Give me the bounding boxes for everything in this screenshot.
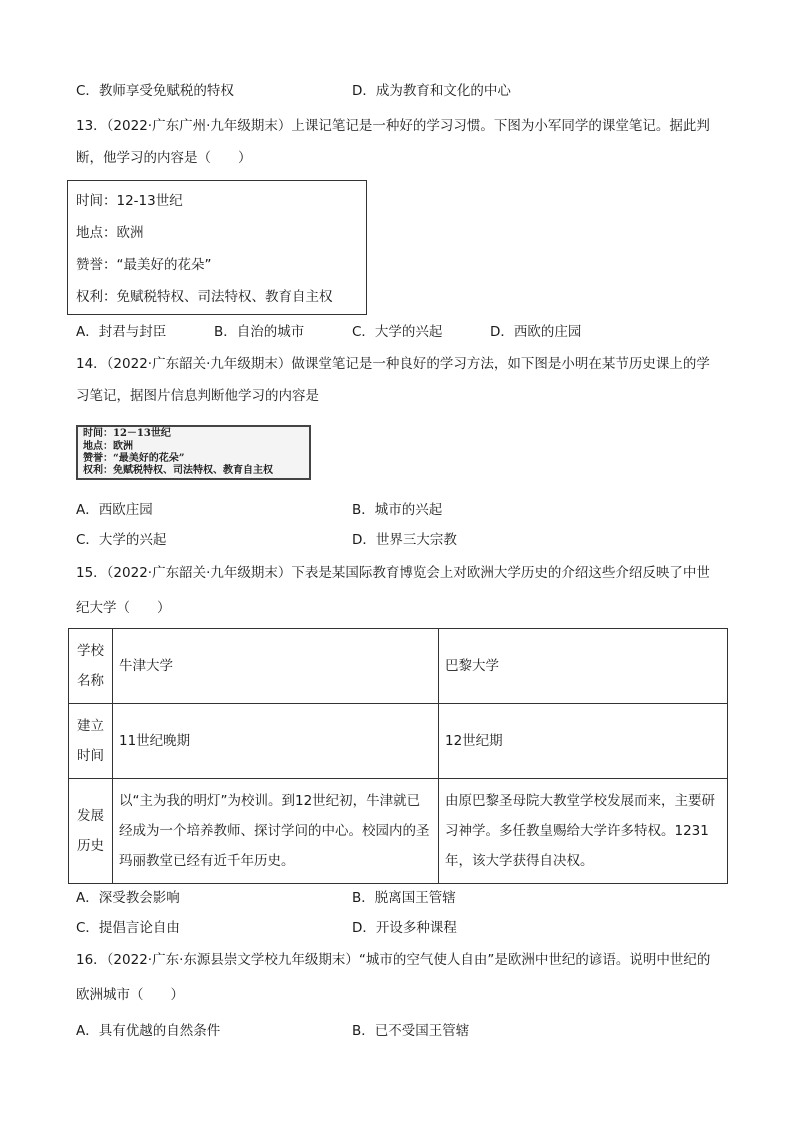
q15-option-b: B．脱离国王管辖 — [352, 890, 456, 906]
q13-note-box — [67, 180, 367, 315]
q13-note-rights: 权利：免赋税特权、司法特权、教育自主权 — [76, 289, 333, 305]
q15-stem-line1: 15．（2022·广东韶关·九年级期末）下表是某国际教育博览会上对欧洲大学历史的介绍这些介绍反映了中世 — [76, 565, 710, 581]
table-cell: 11世纪晚期 — [113, 704, 439, 779]
header-line: 建立 — [77, 718, 104, 734]
q16-option-b: B．已不受国王管辖 — [352, 1023, 470, 1039]
q15-university-table — [68, 628, 728, 884]
table-cell: 以“主为我的明灯”为校训。到12世纪初，牛津就已经成为一个培养教师、探讨学问的中心。校园内的圣玛丽教堂已经有近千年历史。 — [113, 779, 439, 884]
table-header-cell — [69, 779, 113, 884]
q13-option-d: D．西欧的庄园 — [490, 324, 582, 340]
table-row — [69, 629, 728, 704]
q14-option-b: B．城市的兴起 — [352, 502, 443, 518]
q13-option-c: C．大学的兴起 — [352, 324, 443, 340]
header-line: 时间 — [77, 748, 104, 764]
q14-stem-line2: 习笔记，据图片信息判断他学习的内容是 — [76, 388, 319, 404]
q15-option-d: D．开设多种课程 — [352, 920, 457, 936]
q13-option-b: B．自治的城市 — [214, 324, 305, 340]
q12-option-c: C．教师享受免赋税的特权 — [76, 83, 234, 99]
q13-stem-line2: 断，他学习的内容是（ ） — [76, 150, 252, 166]
q15-stem-line2: 纪大学（ ） — [76, 600, 171, 616]
table-cell: 由原巴黎圣母院大教堂学校发展而来，主要研习神学。多任教皇赐给大学许多特权。1231年，该大学获得自决权。 — [439, 779, 728, 884]
q13-note-time: 时间：12-13世纪 — [76, 193, 183, 209]
header-line: 名称 — [77, 673, 104, 689]
table-cell: 12世纪期 — [439, 704, 728, 779]
q13-option-a: A．封君与封臣 — [76, 324, 167, 340]
q16-option-a: A．具有优越的自然条件 — [76, 1023, 221, 1039]
q14-note-place: 地点：欧洲 — [83, 441, 133, 452]
table-header-cell — [69, 704, 113, 779]
q14-option-d: D．世界三大宗教 — [352, 532, 457, 548]
table-header-cell — [69, 629, 113, 704]
q14-option-c: C．大学的兴起 — [76, 532, 167, 548]
q15-option-a: A．深受教会影响 — [76, 890, 180, 906]
q16-stem-line1: 16．（2022·广东·东源县崇文学校九年级期末）“城市的空气使人自由”是欧洲中世纪的谚语。说明中世纪的 — [76, 952, 711, 968]
header-line: 学校 — [77, 643, 104, 659]
q14-note-time: 时间：12－13世纪 — [83, 428, 171, 439]
q16-stem-line2: 欧洲城市（ ） — [76, 987, 184, 1003]
table-row — [69, 779, 728, 884]
q13-note-praise: 赞誉：“最美好的花朵” — [76, 257, 212, 273]
q13-note-place: 地点：欧洲 — [76, 225, 144, 241]
q14-note-image — [76, 425, 311, 480]
header-line: 历史 — [77, 838, 104, 854]
q12-option-d: D．成为教育和文化的中心 — [352, 83, 511, 99]
q14-note-praise: 赞誉：“最美好的花朵” — [83, 453, 185, 464]
q15-option-c: C．提倡言论自由 — [76, 920, 180, 936]
q14-note-rights: 权利：免赋税特权、司法特权、教育自主权 — [83, 465, 273, 476]
table-row — [69, 704, 728, 779]
header-line: 发展 — [77, 808, 104, 824]
table-cell: 牛津大学 — [113, 629, 439, 704]
q14-stem-line1: 14．（2022·广东韶关·九年级期末）做课堂笔记是一种良好的学习方法，如下图是小明在某节历史课上的学 — [76, 356, 710, 372]
q14-option-a: A．西欧庄园 — [76, 502, 153, 518]
table-cell: 巴黎大学 — [439, 629, 728, 704]
q13-stem-line1: 13．（2022·广东广州·九年级期末）上课记笔记是一种好的学习习惯。下图为小军同学的课堂笔记。据此判 — [76, 118, 710, 134]
